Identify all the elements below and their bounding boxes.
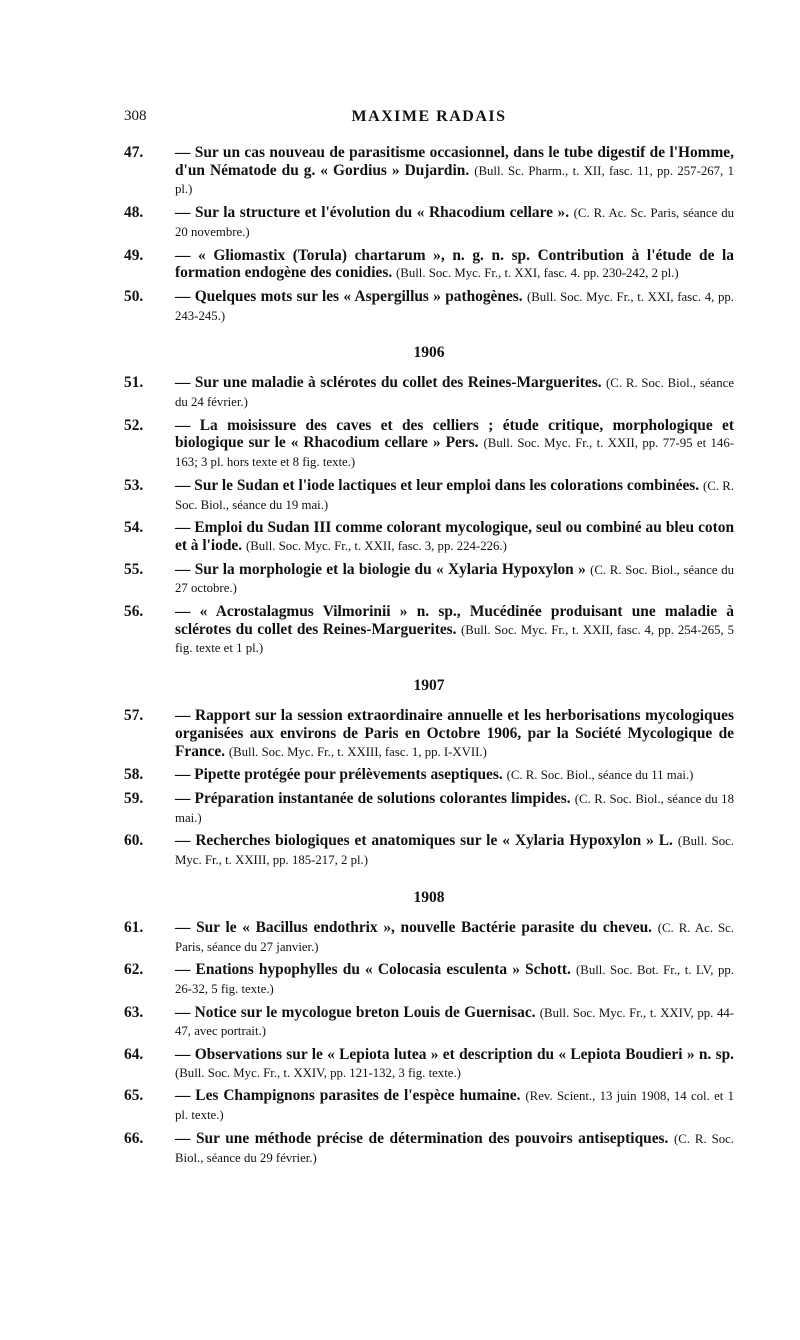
bibliography-entry [124, 603, 734, 658]
entry-reference: (C. R. Soc. Biol., séance du 24 février.) [175, 376, 734, 410]
entry-reference: (C. R. Ac. Sc. Paris, séance du 20 novembre.) [175, 206, 734, 239]
bibliography-entry [124, 288, 734, 325]
entry-number: 47. [124, 144, 144, 161]
bibliography-entry [124, 561, 734, 598]
entry-number: 57. [124, 707, 144, 725]
entry-title: — Sur une méthode précise de détermination des pouvoirs antiseptiques. [175, 1129, 669, 1147]
entry-number: 53. [124, 476, 144, 494]
entry-reference: (C. R. Soc. Biol., séance du 29 février.) [175, 1131, 734, 1165]
entry-reference: (C. R. Soc. Biol., séance du 27 octobre.) [175, 562, 734, 596]
bibliography-entry [124, 417, 734, 472]
entry-number: 58. [124, 766, 144, 784]
entry-title: — Sur une maladie à sclérotes du collet des Reines-Marguerites. [175, 374, 602, 392]
entry-number: 63. [124, 1003, 144, 1021]
entry-reference: (Bull. Soc. Myc. Fr., t. XXII, fasc. 3, pp. 224-226.) [245, 538, 507, 553]
bibliography-entry [124, 374, 734, 411]
bibliography-entry [124, 247, 734, 283]
entry-reference: (Bull. Soc. Myc. Fr., t. XXIV, pp. 44-47, avec portrait.) [175, 1005, 734, 1039]
entry-reference: (Bull. Soc. Myc. Fr., t. XXII, fasc. 4, pp. 254-265, 5 fig. texte et 1 pl.) [175, 622, 734, 656]
entry-title: — La moisissure des caves et des celliers ; étude critique, morphologique et biologique sur le « Rhacodium cellare » Pers. [175, 416, 734, 452]
entry-title: — Sur la structure et l'évolution du « Rhacodium cellare ». [175, 204, 570, 222]
entry-title: — Sur la morphologie et la biologie du « Xylaria Hypoxylon » [175, 560, 586, 578]
entry-title: — Recherches biologiques et anatomiques sur le « Xylaria Hypoxylon » L. [175, 832, 673, 850]
bibliography-entry [124, 144, 734, 199]
entry-number: 61. [124, 918, 144, 936]
year-heading: 1907 [413, 677, 445, 695]
entry-reference: (Bull. Soc. Myc. Fr., t. XXIII, fasc. 1, pp. I-XVII.) [228, 744, 487, 759]
entry-title: — Quelques mots sur les « Aspergillus » pathogènes. [175, 287, 523, 305]
entry-reference: (C. R. Soc. Biol., séance du 18 mai.) [175, 791, 734, 825]
entry-title: — Pipette protégée pour prélèvements aseptiques. [175, 766, 503, 784]
entry-number: 54. [124, 519, 144, 537]
year-heading: 1906 [413, 344, 445, 362]
running-header [124, 108, 734, 128]
entry-number: 51. [124, 374, 144, 392]
bibliography-entry [124, 919, 734, 956]
bibliography-entry [124, 1130, 734, 1167]
bibliography-entry [124, 1004, 734, 1041]
entry-reference: (C. R. Ac. Sc. Paris, séance du 27 janvier.) [175, 920, 734, 954]
entry-reference: (Bull. Sc. Pharm., t. XII, fasc. 11, pp. 257-267, 1 pl.) [175, 163, 734, 197]
entry-title: — Rapport sur la session extraordinaire annuelle et les herborisations mycologiques organisées aux environs de Paris en Octobre 1906, par la Société Mycologique de France. [175, 707, 734, 760]
entry-title: — Enations hypophylles du « Colocasia esculenta » Schott. [175, 961, 571, 979]
entry-number: 50. [124, 287, 144, 305]
entry-reference: (Bull. Soc. Myc. Fr., t. XXI, fasc. 4. pp. 230-242, 2 pl.) [396, 266, 679, 281]
entry-reference: (Bull. Soc. Myc. Fr., t. XXII, pp. 77-95 et 146-163; 3 pl. hors texte et 8 fig. texte.) [175, 436, 734, 470]
entry-reference: (Bull. Soc. Myc. Fr., t. XXIV, pp. 121-132, 3 fig. texte.) [175, 1065, 461, 1080]
bibliography-entry [124, 790, 734, 827]
bibliography-entry [124, 519, 734, 555]
entry-reference: (C. R. Soc. Biol., séance du 11 mai.) [506, 768, 694, 783]
entry-number: 56. [124, 603, 144, 621]
entry-reference: (C. R. Soc. Biol., séance du 19 mai.) [175, 478, 734, 512]
entry-title: — Les Champignons parasites de l'espèce humaine. [175, 1087, 521, 1105]
bibliography-entry [124, 961, 734, 998]
page-number: 308 [124, 108, 147, 124]
entry-reference: (Bull. Soc. Myc. Fr., t. XXIII, pp. 185-217, 2 pl.) [175, 834, 734, 868]
entry-number: 55. [124, 560, 144, 578]
entry-number: 59. [124, 789, 144, 807]
entry-number: 65. [124, 1087, 144, 1105]
entry-title: — Sur un cas nouveau de parasitisme occasionnel, dans le tube digestif de l'Homme, d'un Nématode du g. « Gordius » Dujardin. [175, 144, 734, 179]
entry-number: 52. [124, 416, 144, 434]
bibliography-entry [124, 832, 734, 869]
page-title: MAXIME RADAIS [351, 108, 507, 125]
entry-title: — Observations sur le « Lepiota lutea » et description du « Lepiota Boudieri » n. sp. [175, 1046, 734, 1064]
entry-number: 49. [124, 246, 144, 264]
bibliography-entry [124, 766, 734, 785]
entry-reference: (Bull. Soc. Bot. Fr., t. LV, pp. 26-32, 5 fig. texte.) [175, 963, 734, 996]
entry-reference: (Rev. Scient., 13 juin 1908, 14 col. et 1 pl. texte.) [175, 1089, 734, 1123]
entry-title: — Emploi du Sudan III comme colorant mycologique, seul ou combiné au bleu coton et à l'iode. [175, 519, 734, 554]
entry-number: 64. [124, 1046, 144, 1064]
entry-title: — « Acrostalagmus Vilmorinii » n. sp., Mucédinée produisant une maladie à sclérotes du collet des Reines-Marguerites. [175, 603, 734, 638]
bibliography-entry [124, 1046, 734, 1082]
entry-number: 60. [124, 832, 144, 850]
entry-title: — « Gliomastix (Torula) chartarum », n. g. n. sp. Contribution à l'étude de la formation endogène des conidies. [175, 246, 734, 282]
bibliography-entry [124, 1087, 734, 1124]
entry-title: — Sur le « Bacillus endothrix », nouvelle Bactérie parasite du cheveu. [175, 918, 653, 936]
entry-number: 48. [124, 204, 144, 222]
bibliography-entry [124, 707, 734, 761]
entry-reference: (Bull. Soc. Myc. Fr., t. XXI, fasc. 4, pp. 243-245.) [175, 289, 734, 323]
entry-title: — Notice sur le mycologue breton Louis de Guernisac. [175, 1003, 536, 1021]
year-heading: 1908 [413, 888, 445, 906]
bibliography-entry [124, 477, 734, 514]
entry-number: 62. [124, 961, 144, 979]
bibliography-entry [124, 204, 734, 241]
bibliography-list [124, 144, 734, 1172]
entry-title: — Sur le Sudan et l'iode lactiques et leur emploi dans les colorations combinées. [175, 476, 700, 494]
entry-title: — Préparation instantanée de solutions colorantes limpides. [175, 789, 571, 807]
entry-number: 66. [124, 1129, 144, 1147]
